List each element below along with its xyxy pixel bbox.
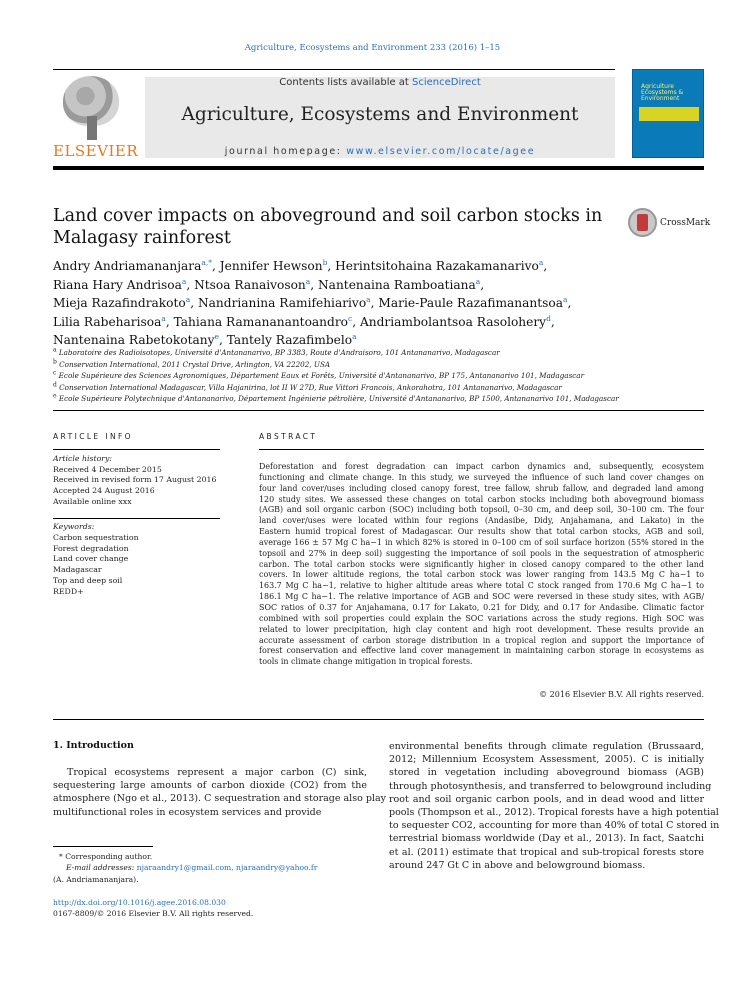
history-label: Article history: — [53, 454, 113, 463]
history-item: Available online xxx — [53, 496, 132, 506]
journal-title: Agriculture, Ecosystems and Environment — [181, 104, 579, 125]
keyword: Forest degradation — [53, 543, 129, 553]
text-line: four land cover/uses including closed canopy forest, tree fallow, shrub fallow, and degraded land among — [259, 483, 704, 493]
text-line: related to lower precipitation, high clay content and high root development. These results provide an — [259, 624, 704, 634]
keywords-label: Keywords: — [53, 522, 95, 531]
text-line: stored in vegetation including aboveground biomass (AGB) — [389, 767, 704, 779]
text-line: Eastern humid tropical forest of Madagascar. Our results show that total carbon stocks, AGB and soil, — [259, 527, 704, 537]
author-separator: , — [480, 277, 485, 292]
sciencedirect-link[interactable]: ScienceDirect — [412, 77, 481, 88]
article-info-heading: ARTICLE INFO — [53, 432, 133, 441]
text-line: accurate assessment of carbon storage distribution in a tropical region and support the importance of — [259, 635, 704, 645]
divider — [53, 719, 704, 720]
contents-line — [145, 77, 615, 88]
affiliation-key: c — [53, 369, 57, 377]
text-line: land cover/uses were located within four regions (Andasibe, Didy, Anjahamana, and Lakato) in the — [259, 516, 704, 526]
affiliation — [53, 393, 703, 405]
keyword: REDD+ — [53, 586, 84, 596]
author-affiliation-marker[interactable]: d — [546, 313, 551, 323]
affiliation-list — [53, 347, 703, 405]
author-name: Jennifer Hewson — [219, 259, 323, 273]
text-line: through photosynthesis, and transferred to belowground including — [389, 780, 712, 792]
text-line: atmosphere (Ngo et al., 2013). C sequestration and storage also play — [53, 793, 386, 805]
tree-trunk — [87, 116, 97, 140]
author-name: Marie-Paule Razafimanantsoa — [378, 296, 564, 310]
footnotes — [53, 851, 373, 885]
text-line: covers. In lower altitude regions, the total carbon stock was lower ranging from 143.5 Mg C ha−1 to — [259, 570, 704, 580]
affiliation-text: Ecole Supérieure Polytechnique d'Antananarivo, Département Ingénierie pétrolière, Université d'Antananarivo, BP 1500, Antananarivo 101, Madagascar — [58, 394, 619, 403]
author-name: Andriambolantsoa Rasolohery — [359, 314, 547, 329]
text-line: around 247 Gt C in above and belowground biomass. — [389, 859, 646, 871]
text-line: SOC ratios of 0.37 for Anjahamana, 0.17 for Lakato, 0.21 for Didy, and 0.17 for Andasibe. Climatic factor — [259, 602, 704, 612]
crossmark-label: CrossMark — [660, 218, 711, 228]
author-name: Tahiana Ramananantoandro — [173, 314, 349, 329]
author-name: Riana Hary Andrisoa — [53, 277, 182, 292]
abstract-body — [259, 462, 704, 668]
keyword: Land cover change — [53, 554, 129, 564]
text-line: multifunctional roles in ecosystem services and provide — [53, 806, 322, 818]
author-separator: , — [218, 333, 227, 347]
author-name: Mieja Razafindrakoto — [53, 296, 186, 310]
text-line: functioning and climate change. In this study, we surveyed the influence of such land cover changes on — [259, 472, 704, 482]
journal-cover[interactable] — [632, 69, 704, 158]
text-line: carbon. The total carbon stocks were significantly higher in closed canopy compared to the other land — [259, 559, 704, 569]
section-heading-introduction: 1. Introduction — [53, 740, 134, 751]
homepage-prefix: journal homepage: — [224, 146, 347, 157]
abstract-heading: ABSTRACT — [259, 432, 318, 441]
homepage-line — [145, 146, 615, 157]
text-line: sequestering large amounts of carbon dioxide (CO2) from the — [53, 780, 367, 792]
corresponding-note: * Corresponding author. — [59, 852, 153, 861]
footnote-divider — [53, 846, 153, 847]
text-line: et al. (2011) estimate that tropical and sub-tropical forests store — [389, 846, 704, 858]
article-history — [53, 454, 220, 508]
text-line: average 166 ± 57 Mg C ha−1 in which 82% is stored in 0–100 cm of soil surface horizon (55% stored in the — [259, 537, 704, 547]
author-affiliation-marker[interactable]: a — [181, 276, 187, 286]
author-separator: , — [165, 314, 174, 329]
text-line: terrestrial biomass worldwide (Day et al., 2013). In fact, Saatchi — [389, 833, 704, 845]
divider — [53, 410, 704, 411]
text-line: pools (Thompson et al., 2012). Tropical forests have a high potential — [389, 807, 719, 819]
affiliation-text: Laboratoire des Radioisotopes, Université d'Antananarivo, BP 3383, Route d'Andraisoro, 101 Antananarivo, Madagascar — [58, 348, 500, 357]
text-line: Tropical ecosystems represent a major carbon (C) sink, — [67, 767, 367, 778]
divider — [53, 69, 615, 70]
author-name: Lilia Rabeharisoa — [53, 314, 162, 329]
cover-image-band — [639, 107, 699, 121]
doi-block — [53, 897, 373, 920]
author-affiliation-marker[interactable]: a — [305, 276, 311, 286]
text-line: 186.1 Mg C ha−1. The relative importance of AGB and SOC were reversed in these study sites, with AGB/ — [259, 592, 704, 602]
author-affiliation-marker[interactable]: a — [366, 294, 371, 304]
author-separator: , — [543, 259, 548, 273]
author-name: Tantely Razafimbelo — [226, 333, 353, 347]
email-owner: (A. Andriamananjara). — [53, 874, 139, 884]
author-affiliation-marker[interactable]: a — [475, 276, 481, 286]
keyword-list — [53, 522, 220, 598]
author-affiliation-marker[interactable]: a,* — [201, 257, 213, 267]
keyword: Madagascar — [53, 565, 102, 575]
cover-title: Agriculture Ecosystems & Environment — [641, 83, 684, 102]
keyword: Carbon sequestration — [53, 532, 139, 542]
affiliation-text: Ecole Supérieure des Sciences Agronomiques, Département Eaux et Forêts, Université d'Antananarivo, BP 175, Antananarivo 101, Madagascar — [58, 371, 585, 380]
journal-reference[interactable]: Agriculture, Ecosystems and Environment 233 (2016) 1–15 — [244, 43, 501, 53]
author-separator: , — [550, 314, 555, 329]
email-line — [53, 862, 373, 873]
affiliation-text: Conservation International, 2011 Crystal Drive, Arlington, VA 22202, USA — [59, 359, 331, 369]
text-line: 163.7 Mg C ha−1, relative to higher altitude areas where total C stock ranged from 170.6 Mg C ha−1 to — [259, 581, 704, 591]
author-name: Herintsitohaina Razakamanarivo — [335, 259, 539, 273]
history-item: Received 4 December 2015 — [53, 464, 162, 474]
affiliation-key: a — [53, 346, 57, 354]
author-name: Nantenaina Ramboatiana — [318, 277, 476, 292]
author-name: Andry Andriamananjara — [53, 259, 202, 273]
text-line: environmental benefits through climate regulation (Brussaard, — [389, 741, 704, 752]
text-line: 120 study sites. We assessed these changes on total carbon stocks including both aboveground biomass — [259, 494, 704, 504]
homepage-link[interactable]: www.elsevier.com/locate/agee — [346, 146, 536, 157]
affiliation-key: d — [53, 381, 57, 389]
affiliation — [53, 382, 703, 394]
elsevier-logo — [53, 72, 139, 160]
email-links[interactable]: njaraandry1@gmail.com, njaraandry@yahoo.fr — [136, 863, 318, 873]
author-affiliation-marker[interactable]: a — [185, 294, 191, 304]
author-affiliation-marker[interactable]: c — [348, 313, 353, 323]
author-separator: , — [327, 259, 336, 273]
affiliation — [53, 370, 703, 382]
affiliation-key: e — [53, 392, 57, 400]
divider-thick — [53, 166, 704, 170]
author-name: Nantenaina Rabetokotany — [53, 333, 215, 347]
divider — [53, 449, 220, 450]
author-separator: , — [310, 277, 319, 292]
divider — [53, 518, 220, 519]
text-line: forest conservation and effective land cover management in maintaining carbon storage in ecosystems as — [259, 646, 704, 656]
abstract-copyright: © 2016 Elsevier B.V. All rights reserved. — [539, 690, 704, 699]
author-name: Nandrianina Ramifehiarivo — [197, 296, 367, 310]
text-line: combined with soil properties could explain the SOC variations across the study regions. High SOC was — [259, 613, 704, 623]
keyword: Top and deep soil — [53, 575, 123, 585]
crossmark-badge[interactable] — [628, 206, 711, 240]
author-affiliation-marker[interactable]: a — [161, 313, 166, 323]
author-separator: , — [186, 277, 195, 292]
author-affiliation-marker[interactable]: b — [322, 257, 328, 267]
text-line: topsoil and 27% in deep soil) suggesting the importance of soil pools in the sequestration of atmospheric — [259, 548, 704, 558]
publisher-name: ELSEVIER — [53, 142, 139, 160]
intro-column-right — [389, 740, 720, 872]
doi-link[interactable]: http://dx.doi.org/10.1016/j.agee.2016.08.030 — [53, 898, 226, 907]
text-line: root and soil organic carbon pools, and in dead wood and litter — [389, 793, 704, 805]
article-title: Land cover impacts on aboveground and soil carbon stocks in Malagasy rainforest — [53, 206, 603, 248]
divider — [259, 449, 704, 450]
history-item: Accepted 24 August 2016 — [53, 486, 155, 496]
text-line: (AGB) and soil organic carbon (SOC) including both topsoil, 0–30 cm, and deep soil, 30–100 cm. The four — [259, 505, 704, 515]
author-affiliation-marker[interactable]: a — [352, 331, 357, 341]
issn-line: 0167-8809/© 2016 Elsevier B.V. All rights reserved. — [53, 909, 254, 919]
text-line: tools in climate change mitigation in tropical forests. — [259, 657, 473, 667]
affiliation-key: b — [53, 358, 57, 366]
text-line: 2012; Millennium Ecosystem Assessment, 2005). C is initially — [389, 754, 704, 766]
author-separator: , — [370, 296, 379, 310]
affiliation-text: Conservation International Madagascar, Villa Hajanirina, lot II W 27D, Rue Vittori Francois, Ankorahotra, 101 Antananarivo, Madagascar — [59, 382, 562, 392]
author-affiliation-marker[interactable]: a — [563, 294, 568, 304]
contents-prefix: Contents lists available at — [279, 77, 413, 88]
author-separator: , — [352, 314, 360, 329]
author-list — [53, 257, 703, 350]
author-affiliation-marker[interactable]: e — [214, 331, 219, 341]
author-separator: , — [567, 296, 572, 310]
crossmark-icon — [628, 208, 657, 237]
author-affiliation-marker[interactable]: a — [538, 257, 544, 267]
text-line: to sequester CO2, accounting for more than 40% of total C stored in — [389, 820, 720, 832]
email-label: E-mail addresses: — [66, 863, 137, 873]
intro-column-left — [53, 766, 386, 819]
author-separator: , — [190, 296, 198, 310]
affiliation — [53, 347, 703, 359]
affiliation — [53, 359, 703, 371]
author-separator: , — [212, 259, 220, 273]
text-line: Deforestation and forest degradation can impact carbon dynamics and, subsequently, ecosystem — [259, 462, 704, 471]
author-name: Ntsoa Ranaivoson — [194, 277, 306, 292]
history-item: Received in revised form 17 August 2016 — [53, 475, 217, 485]
